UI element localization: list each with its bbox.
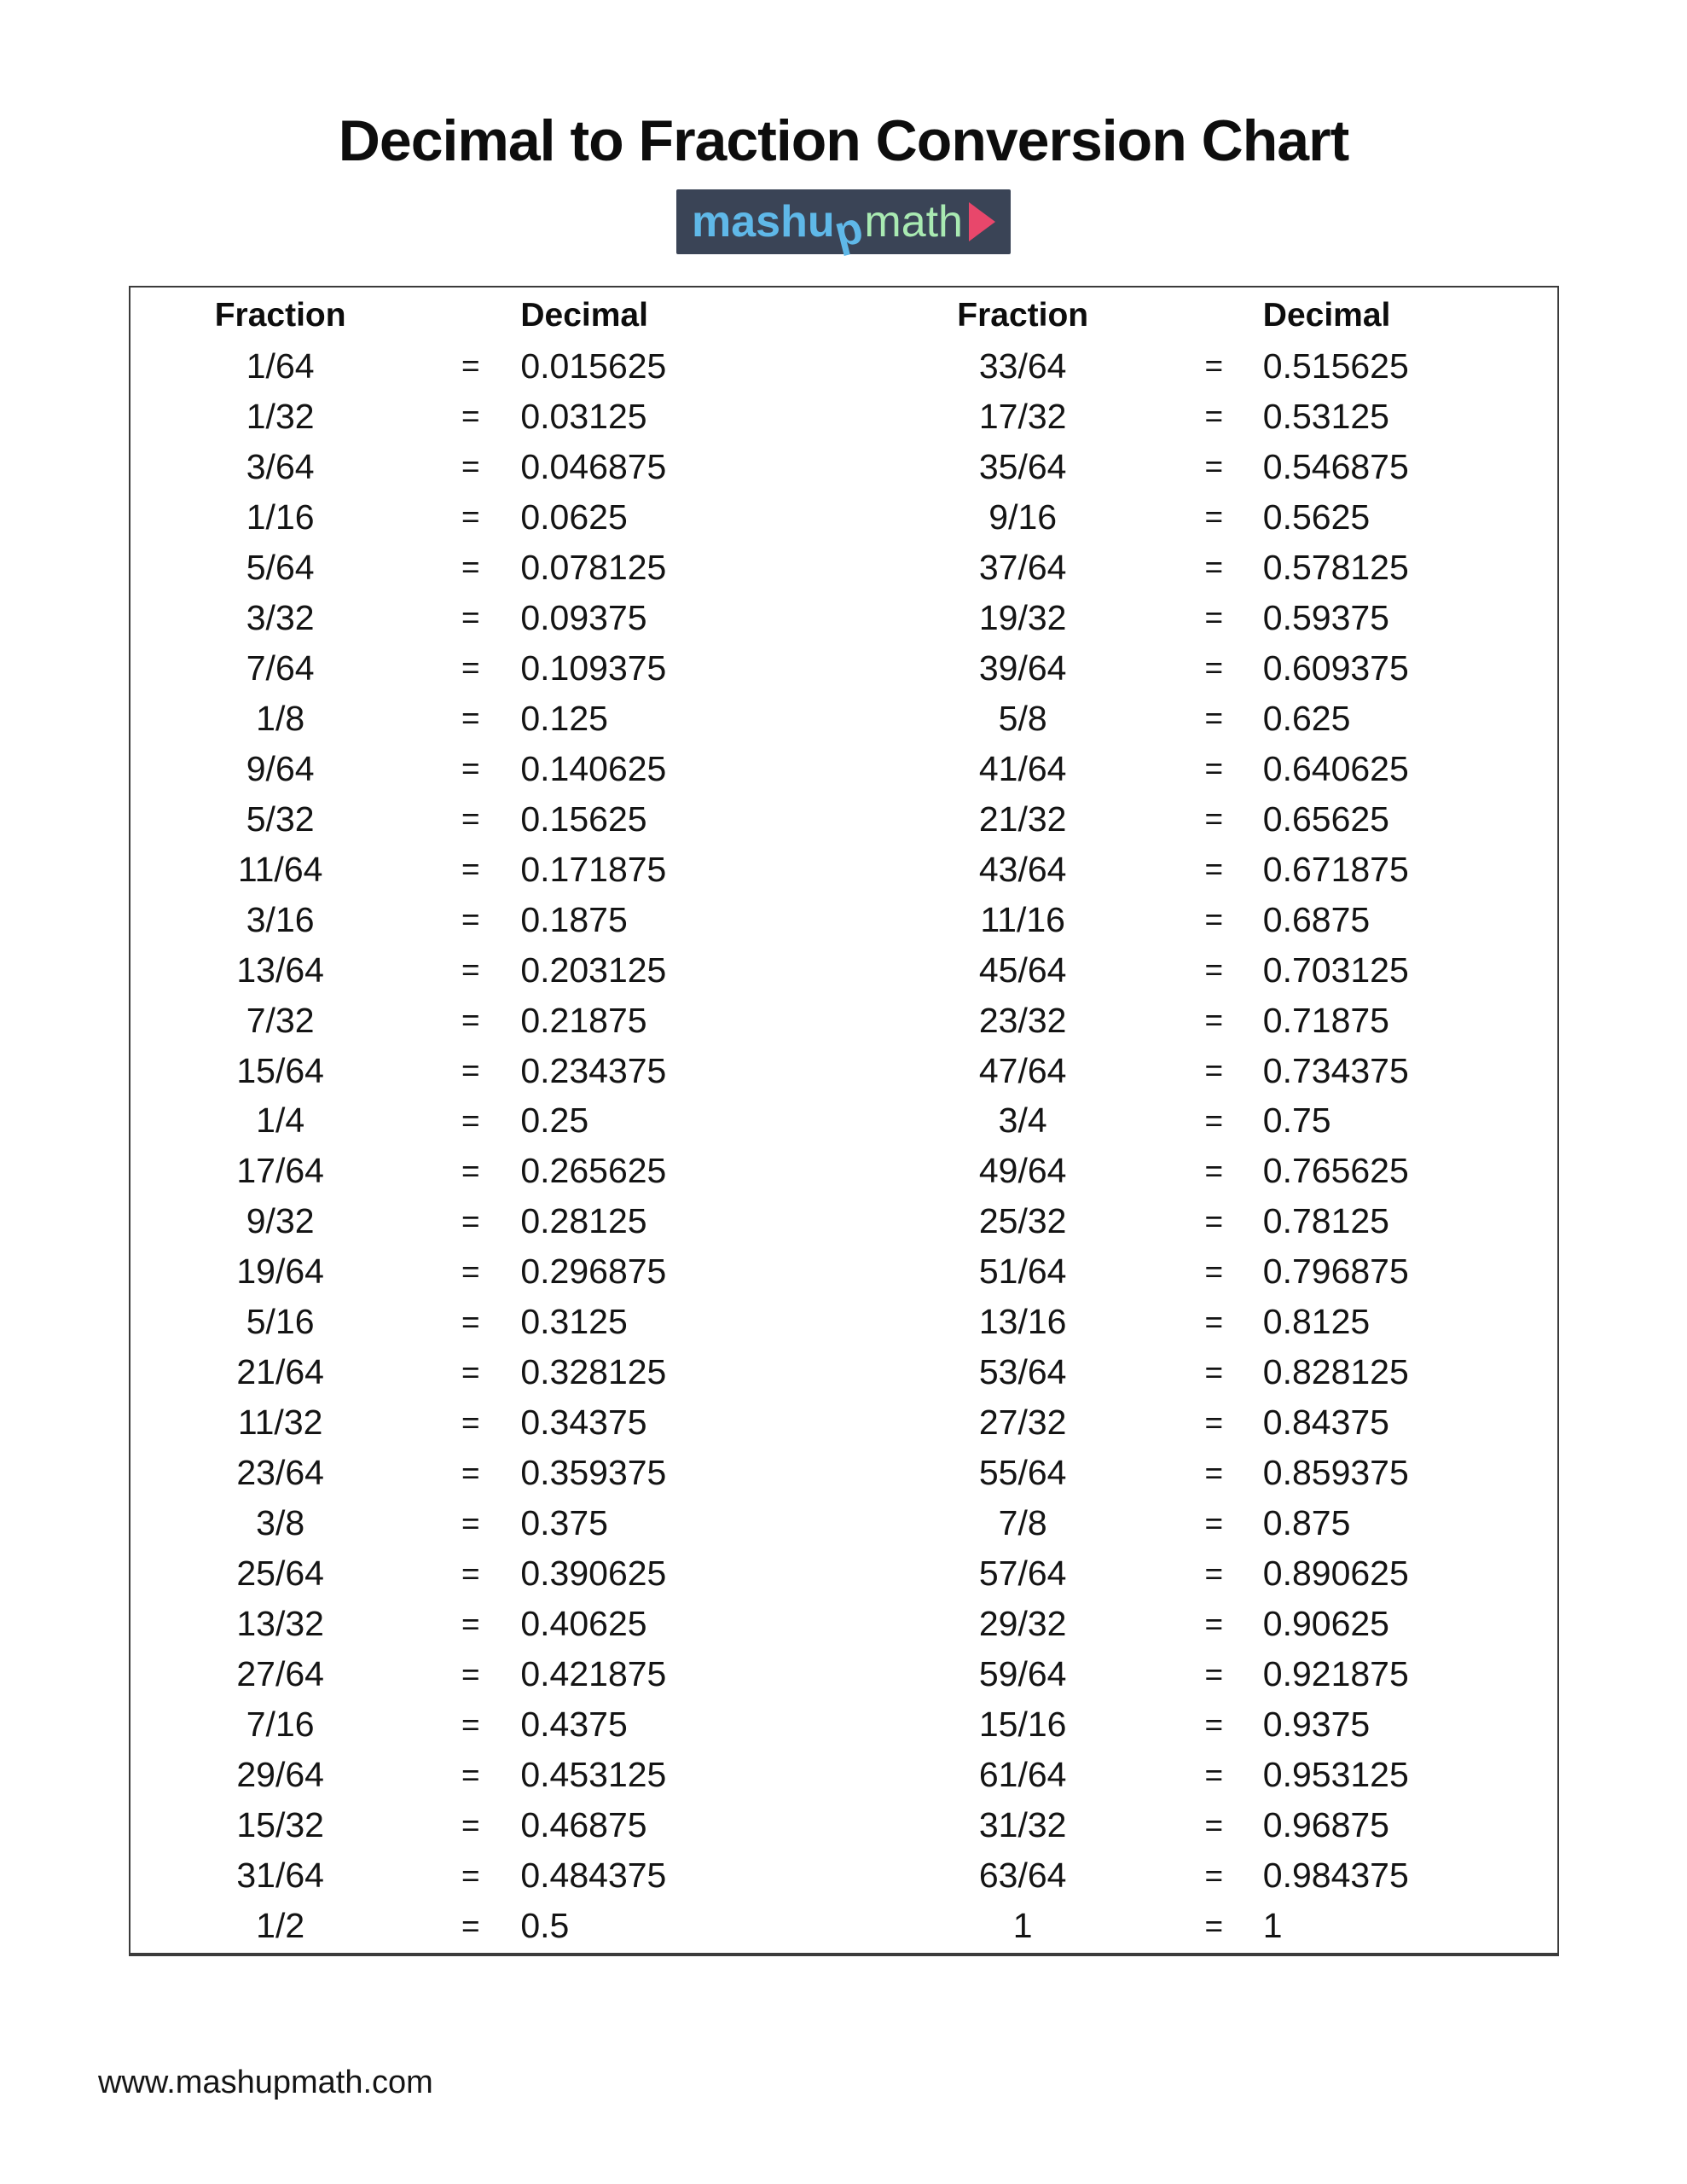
decimal-value-right: 0.859375 [1262,1453,1409,1493]
decimal-value-left: 0.484375 [520,1856,667,1896]
decimal-value-left: 0.046875 [520,446,667,486]
decimal-value-left: 0.296875 [520,1252,667,1292]
decimal-value-left: 0.375 [520,1503,608,1543]
decimal-value-right: 0.9375 [1262,1705,1371,1745]
decimal-value-right: 0.65625 [1262,799,1389,839]
fraction-value-left: 15/32 [236,1805,324,1845]
equals-sign-left: = [461,751,480,787]
decimal-value-left: 0.203125 [520,950,667,990]
decimal-value-left: 0.3125 [520,1302,628,1342]
equals-sign-left: = [461,1153,480,1188]
fraction-value-left: 23/64 [236,1453,324,1493]
equals-sign-right: = [1204,1153,1224,1188]
header-decimal-right: Decimal [1262,297,1391,334]
fraction-value-right: 25/32 [978,1201,1067,1241]
conversion-table [129,286,1559,1956]
logo-tilted-p: p [829,203,867,258]
decimal-value-right: 0.71875 [1262,1000,1389,1040]
equals-sign-right: = [1204,1304,1224,1339]
equals-sign-right: = [1204,801,1224,837]
equals-sign-left: = [461,851,480,887]
fraction-value-right: 45/64 [978,950,1067,990]
decimal-value-right: 0.734375 [1262,1050,1409,1090]
decimal-value-left: 0.078125 [520,547,667,587]
equals-sign-left: = [461,499,480,535]
decimal-value-right: 0.984375 [1262,1856,1409,1896]
fraction-value-left: 19/64 [236,1252,324,1292]
equals-sign-right: = [1204,851,1224,887]
equals-sign-left: = [461,449,480,485]
fraction-value-right: 33/64 [978,346,1067,386]
decimal-value-left: 0.171875 [520,849,667,889]
decimal-value-right: 0.8125 [1262,1302,1371,1342]
header-fraction-right: Fraction [957,297,1089,334]
decimal-value-right: 0.921875 [1262,1654,1409,1694]
equals-sign-left: = [461,1002,480,1038]
fraction-value-right: 43/64 [978,849,1067,889]
equals-sign-right: = [1204,348,1224,384]
equals-sign-left: = [461,1807,480,1843]
logo-word-math: math [864,197,963,247]
decimal-value-right: 0.84375 [1262,1403,1389,1443]
fraction-value-right: 39/64 [978,648,1067,688]
equals-sign-right: = [1204,1354,1224,1390]
fraction-value-left: 5/32 [246,799,315,839]
fraction-value-left: 13/32 [236,1604,324,1644]
fraction-value-right: 27/32 [978,1403,1067,1443]
equals-sign-right: = [1204,398,1224,434]
fraction-value-left: 3/32 [246,597,315,637]
decimal-value-left: 0.46875 [520,1805,647,1845]
fraction-value-right: 15/16 [978,1705,1067,1745]
fraction-value-right: 31/32 [978,1805,1067,1845]
equals-sign-right: = [1204,1857,1224,1893]
fraction-value-right: 7/8 [998,1503,1047,1543]
fraction-value-right: 53/64 [978,1352,1067,1392]
fraction-value-left: 15/64 [236,1050,324,1090]
logo-word-mashup-start: mashu [692,197,835,247]
equals-sign-left: = [461,348,480,384]
decimal-value-right: 0.78125 [1262,1201,1389,1241]
fraction-value-left: 1/8 [256,698,305,738]
equals-sign-right: = [1204,1505,1224,1541]
decimal-value-left: 0.34375 [520,1403,647,1443]
equals-sign-left: = [461,398,480,434]
fraction-value-left: 17/64 [236,1151,324,1191]
decimal-value-left: 0.234375 [520,1050,667,1090]
decimal-value-right: 0.796875 [1262,1252,1409,1292]
equals-sign-right: = [1204,600,1224,636]
fraction-value-right: 57/64 [978,1554,1067,1594]
equals-sign-right: = [1204,1555,1224,1591]
logo-word-mashup [692,197,867,258]
fraction-value-right: 5/8 [998,698,1047,738]
fraction-value-right: 21/32 [978,799,1067,839]
equals-sign-left: = [461,801,480,837]
equals-sign-left: = [461,1857,480,1893]
decimal-value-right: 0.875 [1262,1503,1351,1543]
equals-sign-right: = [1204,1203,1224,1239]
equals-sign-right: = [1204,1404,1224,1440]
play-triangle-icon [969,202,995,241]
fraction-value-right: 1 [1012,1906,1033,1945]
fraction-value-right: 19/32 [978,597,1067,637]
fraction-value-right: 29/32 [978,1604,1067,1644]
equals-sign-left: = [461,902,480,938]
decimal-value-left: 0.21875 [520,1000,647,1040]
equals-sign-left: = [461,1908,480,1943]
header-fraction-left: Fraction [214,297,346,334]
decimal-value-right: 0.96875 [1262,1805,1389,1845]
equals-sign-left: = [461,1505,480,1541]
equals-sign-right: = [1204,1253,1224,1289]
decimal-value-right: 0.5625 [1262,497,1371,537]
fraction-value-left: 1/64 [246,346,315,386]
equals-sign-right: = [1204,1807,1224,1843]
fraction-value-left: 1/32 [246,396,315,436]
equals-sign-right: = [1204,650,1224,686]
equals-sign-left: = [461,1555,480,1591]
equals-sign-right: = [1204,902,1224,938]
equals-sign-left: = [461,1354,480,1390]
equals-sign-right: = [1204,700,1224,736]
equals-sign-left: = [461,1706,480,1742]
equals-sign-right: = [1204,499,1224,535]
equals-sign-left: = [461,1656,480,1692]
decimal-value-left: 0.109375 [520,648,667,688]
decimal-value-left: 0.15625 [520,799,647,839]
fraction-value-right: 13/16 [978,1302,1067,1342]
decimal-value-left: 0.1875 [520,899,628,939]
fraction-value-right: 63/64 [978,1856,1067,1896]
decimal-value-left: 0.5 [520,1906,570,1945]
decimal-value-left: 0.453125 [520,1755,667,1795]
fraction-value-left: 7/32 [246,1000,315,1040]
fraction-value-left: 1/16 [246,497,315,537]
decimal-value-right: 0.578125 [1262,547,1409,587]
decimal-value-right: 0.515625 [1262,346,1409,386]
decimal-value-right: 0.625 [1262,698,1351,738]
decimal-value-left: 0.0625 [520,497,628,537]
fraction-value-right: 9/16 [988,497,1058,537]
equals-sign-right: = [1204,1053,1224,1089]
decimal-value-right: 0.59375 [1262,597,1389,637]
fraction-value-right: 61/64 [978,1755,1067,1795]
equals-sign-right: = [1204,549,1224,585]
equals-sign-left: = [461,549,480,585]
equals-sign-left: = [461,1757,480,1792]
equals-sign-right: = [1204,952,1224,988]
equals-sign-left: = [461,1404,480,1440]
decimal-value-right: 0.546875 [1262,446,1409,486]
equals-sign-right: = [1204,1455,1224,1490]
equals-sign-left: = [461,1102,480,1138]
decimal-value-left: 0.328125 [520,1352,667,1392]
decimal-value-right: 0.75 [1262,1101,1331,1141]
fraction-value-left: 1/2 [256,1906,305,1945]
equals-sign-left: = [461,1304,480,1339]
fraction-value-left: 7/16 [246,1705,315,1745]
decimal-value-right: 1 [1262,1906,1283,1945]
decimal-value-left: 0.28125 [520,1201,647,1241]
fraction-value-right: 49/64 [978,1151,1067,1191]
conversion-table-grid [130,288,1557,1953]
equals-sign-right: = [1204,1706,1224,1742]
decimal-value-right: 0.90625 [1262,1604,1389,1644]
decimal-value-left: 0.40625 [520,1604,647,1644]
decimal-value-left: 0.09375 [520,597,647,637]
fraction-value-left: 3/64 [246,446,315,486]
decimal-value-left: 0.421875 [520,1654,667,1694]
header-decimal-left: Decimal [520,297,648,334]
decimal-value-left: 0.25 [520,1101,589,1141]
fraction-value-left: 9/32 [246,1201,315,1241]
fraction-value-right: 35/64 [978,446,1067,486]
fraction-value-left: 1/4 [256,1101,305,1141]
fraction-value-right: 41/64 [978,748,1067,788]
equals-sign-right: = [1204,1002,1224,1038]
footer-url: www.mashupmath.com [98,2065,433,2100]
fraction-value-left: 21/64 [236,1352,324,1392]
equals-sign-left: = [461,1606,480,1641]
equals-sign-left: = [461,1455,480,1490]
decimal-value-left: 0.03125 [520,396,647,436]
fraction-value-left: 27/64 [236,1654,324,1694]
equals-sign-left: = [461,952,480,988]
decimal-value-right: 0.953125 [1262,1755,1409,1795]
mashupmath-logo [676,189,1011,258]
equals-sign-left: = [461,1053,480,1089]
decimal-value-right: 0.671875 [1262,849,1409,889]
fraction-value-right: 47/64 [978,1050,1067,1090]
equals-sign-right: = [1204,1656,1224,1692]
fraction-value-right: 55/64 [978,1453,1067,1493]
decimal-value-right: 0.828125 [1262,1352,1409,1392]
equals-sign-left: = [461,700,480,736]
fraction-value-right: 11/16 [980,899,1065,939]
fraction-value-left: 29/64 [236,1755,324,1795]
fraction-value-right: 37/64 [978,547,1067,587]
fraction-value-right: 51/64 [978,1252,1067,1292]
decimal-value-left: 0.390625 [520,1554,667,1594]
decimal-value-left: 0.4375 [520,1705,628,1745]
equals-sign-right: = [1204,751,1224,787]
fraction-value-left: 7/64 [246,648,315,688]
equals-sign-left: = [461,600,480,636]
equals-sign-left: = [461,650,480,686]
equals-sign-right: = [1204,1606,1224,1641]
decimal-value-right: 0.53125 [1262,396,1389,436]
decimal-value-right: 0.6875 [1262,899,1371,939]
decimal-value-left: 0.265625 [520,1151,667,1191]
decimal-value-right: 0.640625 [1262,748,1409,788]
page-title: Decimal to Fraction Conversion Chart [338,108,1349,173]
fraction-value-left: 11/32 [237,1403,323,1443]
fraction-value-left: 9/64 [246,748,315,788]
decimal-value-right: 0.609375 [1262,648,1409,688]
decimal-value-left: 0.140625 [520,748,667,788]
fraction-value-left: 5/64 [246,547,315,587]
equals-sign-right: = [1204,1757,1224,1792]
fraction-value-right: 23/32 [978,1000,1067,1040]
decimal-value-right: 0.890625 [1262,1554,1409,1594]
equals-sign-right: = [1204,1908,1224,1943]
fraction-value-left: 31/64 [236,1856,324,1896]
fraction-value-left: 11/64 [237,849,323,889]
decimal-value-right: 0.703125 [1262,950,1409,990]
equals-sign-right: = [1204,1102,1224,1138]
fraction-value-right: 17/32 [978,396,1067,436]
fraction-value-left: 3/8 [256,1503,305,1543]
fraction-value-left: 13/64 [236,950,324,990]
equals-sign-right: = [1204,449,1224,485]
decimal-value-left: 0.015625 [520,346,667,386]
decimal-value-left: 0.125 [520,698,608,738]
fraction-value-left: 3/16 [246,899,315,939]
fraction-value-right: 59/64 [978,1654,1067,1694]
decimal-value-left: 0.359375 [520,1453,667,1493]
fraction-value-left: 5/16 [246,1302,315,1342]
equals-sign-left: = [461,1253,480,1289]
equals-sign-left: = [461,1203,480,1239]
decimal-value-right: 0.765625 [1262,1151,1409,1191]
fraction-value-right: 3/4 [998,1101,1047,1141]
fraction-value-left: 25/64 [236,1554,324,1594]
